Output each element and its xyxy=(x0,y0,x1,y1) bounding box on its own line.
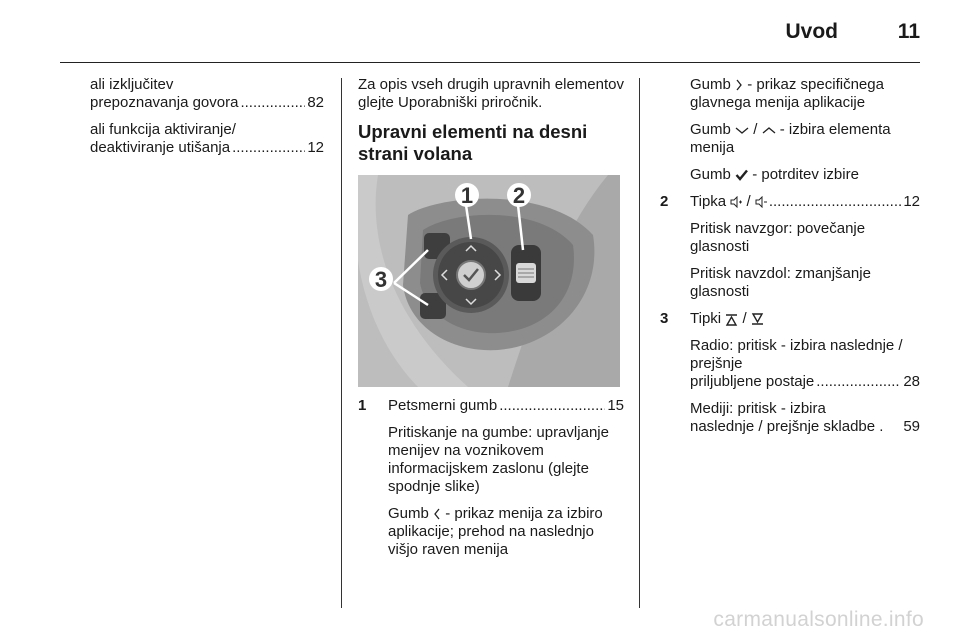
page-ref[interactable]: 15 xyxy=(607,397,624,414)
media-description: Mediji: pritisk - izbira naslednje / prejšnje skladbe . 59 xyxy=(690,400,920,435)
column-middle xyxy=(358,76,624,568)
skip-down-icon xyxy=(751,313,764,326)
page-ref[interactable]: 59 xyxy=(903,418,920,435)
volume-down-icon xyxy=(755,196,767,208)
gumb-updown-description: Gumb / - izbira elementa menija xyxy=(690,121,891,156)
figure-label-2: 2 xyxy=(512,183,526,208)
figure-label-3: 3 xyxy=(374,267,388,292)
page-ref[interactable]: 12 xyxy=(307,139,324,156)
column-right xyxy=(660,76,920,445)
chevron-left-icon xyxy=(433,508,441,520)
page-ref[interactable]: 82 xyxy=(307,94,324,111)
item-1-description: Pritiskanje na gumbe: upravljanje menijev na voznikovem informacijskem zaslonu (glejte spodnje slike) xyxy=(388,424,609,495)
chevron-up-icon xyxy=(762,126,776,135)
page-number: 11 xyxy=(897,20,920,43)
steering-wheel-controls-illustration xyxy=(358,175,620,387)
gumb-ok-description: Gumb - potrditev izbire xyxy=(690,166,859,183)
radio-description: Radio: pritisk - izbira naslednje / prejšnje priljubljene postaje ..... 28 xyxy=(660,337,920,391)
gumb-left-description: Gumb - prikaz menija za izbiro aplikacije; prehod na naslednjo višjo raven menija xyxy=(388,505,603,558)
page-ref[interactable]: 28 xyxy=(903,373,920,390)
toc-entry: ali izključitev prepoznavanja govora ..... 82 xyxy=(90,76,324,112)
volume-up-description: Pritisk navzgor: povečanje glasnosti xyxy=(690,220,866,255)
item-3: 3 Tipki / xyxy=(660,310,920,328)
column-divider xyxy=(639,78,640,608)
watermark: carmanualsonline.info xyxy=(713,608,924,631)
volume-up-icon xyxy=(730,196,742,208)
volume-down-description: Pritisk navzdol: zmanjšanje glasnosti xyxy=(690,265,871,300)
chevron-right-icon xyxy=(735,79,743,91)
section-title: Uvod xyxy=(785,20,838,43)
column-divider xyxy=(341,78,342,608)
toc-entry: ali funkcija aktiviranje/ deaktiviranje utišanja ..... 12 xyxy=(90,121,324,157)
steering-wheel-figure xyxy=(358,175,620,387)
checkmark-icon xyxy=(735,169,748,181)
page-header xyxy=(60,0,920,63)
figure-label-1: 1 xyxy=(460,183,474,208)
item-2: 2 Tipka / ..... 12 xyxy=(660,193,920,211)
column-left xyxy=(90,76,324,166)
section-heading: Upravni elementi na desni strani volana xyxy=(358,121,588,164)
item-1: 1 Petsmerni gumb ..... 15 xyxy=(358,397,624,415)
chevron-down-icon xyxy=(735,126,749,135)
gumb-right-description: Gumb - prikaz specifičnega glavnega menija aplikacije xyxy=(690,76,884,111)
skip-up-icon xyxy=(725,313,738,326)
page-ref[interactable]: 12 xyxy=(903,193,920,210)
intro-text: Za opis vseh drugih upravnih elementov glejte Uporabniški priročnik. xyxy=(358,76,624,111)
